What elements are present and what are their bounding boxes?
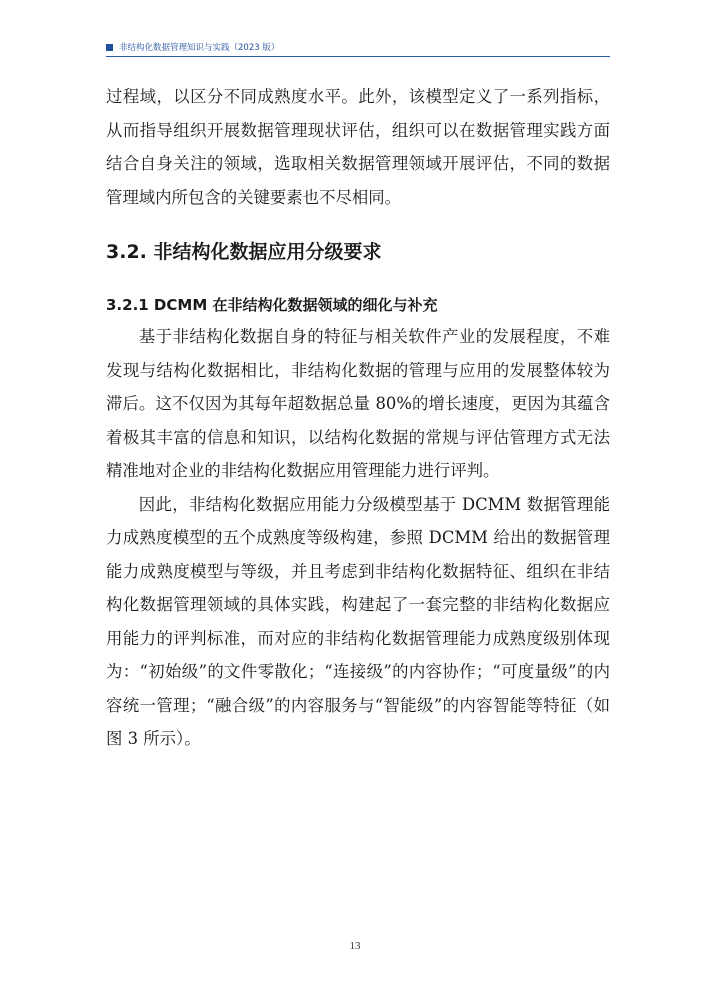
section-heading: 3.2. 非结构化数据应用分级要求 (106, 241, 382, 263)
header-marker-icon (106, 44, 113, 51)
subsection-heading: 3.2.1 DCMM 在非结构化数据领域的细化与补充 (106, 296, 438, 314)
header-divider (106, 56, 610, 57)
header-title: 非结构化数据管理知识与实践（2023 版） (119, 43, 280, 53)
paragraph-background: 基于非结构化数据自身的特征与相关软件产业的发展程度，不难发现与结构化数据相比，非结构化数据的管理与应用的发展整体较为滞后。这不仅因为其每年超数据总量 80%的增长速度，更因为其蕴含着极其丰富的信息和知识，以结构化数据的常规与评估管理方式无法精准地对企业的非结构化数据应用管理能力进行评判。 (106, 327, 610, 480)
page-body (106, 80, 610, 756)
paragraph-model: 因此，非结构化数据应用能力分级模型基于 DCMM 数据管理能力成熟度模型的五个成熟度等级构建，参照 DCMM 给出的数据管理能力成熟度模型与等级，并且考虑到非结构化数据特征、组织在非结构化数据管理领域的具体实践，构建起了一套完整的非结构化数据应用能力的评判标准，而对应的非结构化数据管理能力成熟度级别体现为：“初始级”的文件零散化；“连接级”的内容协作；“可度量级”的内容统一管理；“融合级”的内容服务与“智能级”的内容智能等特征（如图 3 所示）。 (106, 494, 610, 748)
page-number: 13 (349, 940, 361, 952)
running-header (106, 40, 610, 54)
paragraph-continued: 过程域，以区分不同成熟度水平。此外，该模型定义了一系列指标，从而指导组织开展数据管理现状评估，组织可以在数据管理实践方面结合自身关注的领域，选取相关数据管理领域开展评估，不同的数据管理域内所包含的关键要素也不尽相同。 (106, 87, 610, 207)
